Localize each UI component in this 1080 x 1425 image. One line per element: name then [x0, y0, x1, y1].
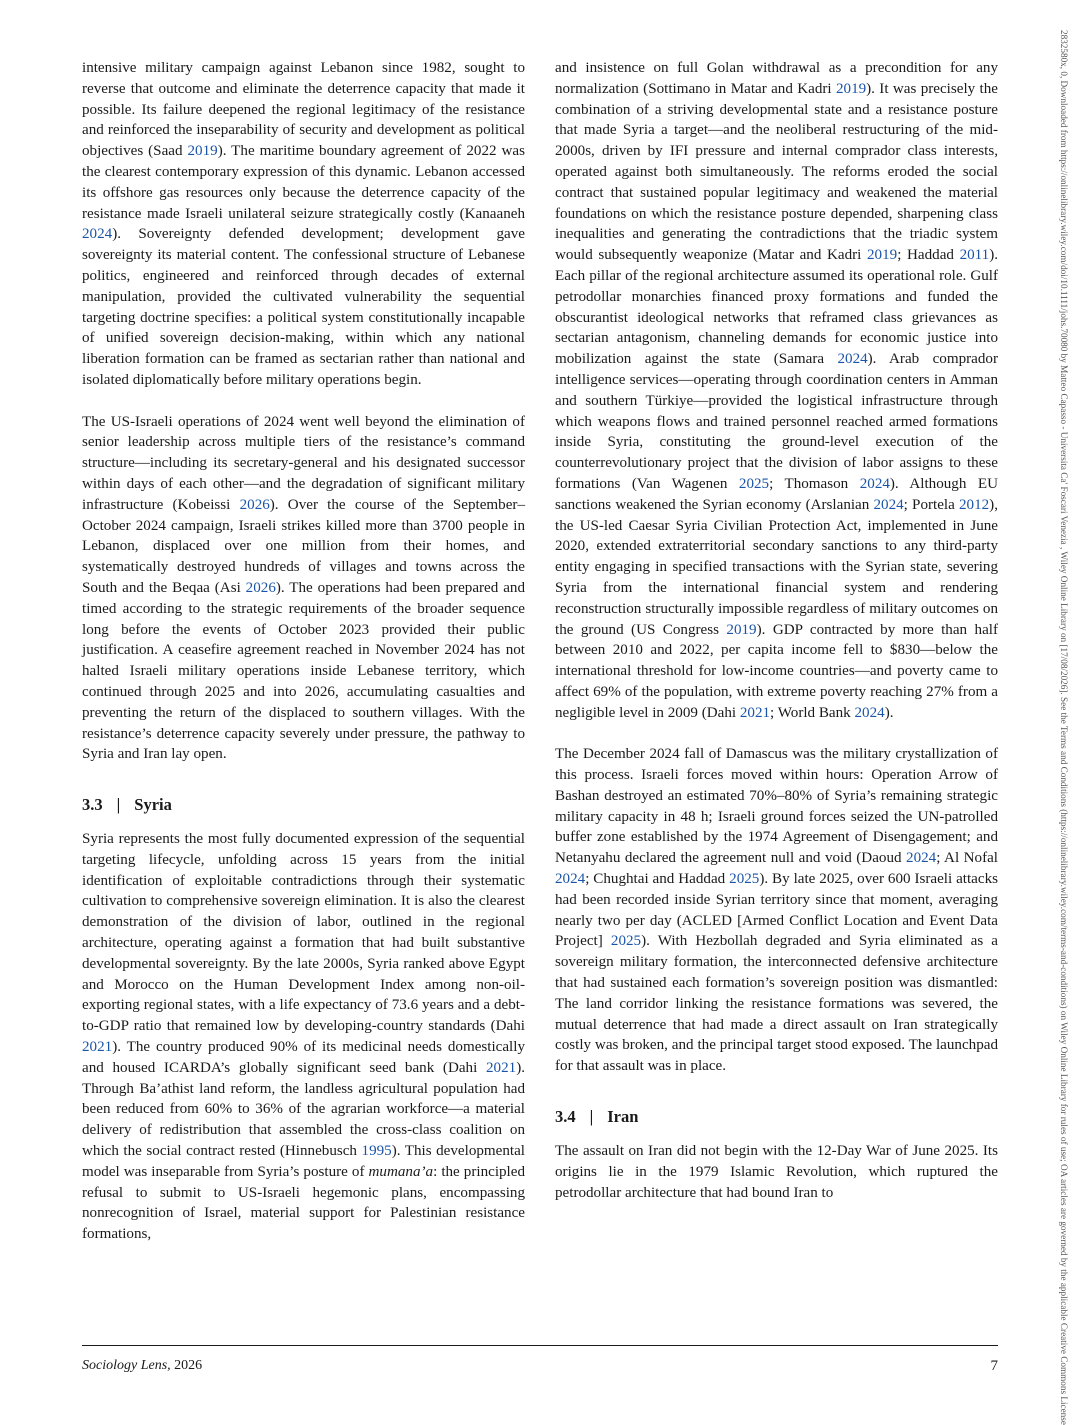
footer-journal: [82, 1358, 202, 1374]
citation-link[interactable]: 2021: [486, 1059, 517, 1076]
journal-name: Sociology Lens,: [82, 1358, 171, 1373]
paragraph: and insistence on full Golan withdrawal as a precondition for any normalization (Sottimano in Matar and Kadri 2019). It was precisely the combination of a striving developmental state and a resistance posture that made Syria a target—and the neoliberal restructuring of the mid-2000s, driven by IFI pressure and internal comprador class interests, operated against both simultaneously. The reforms eroded the social contract that sustained popular legitimacy and weakened the material foundations on which the resistance posture depended, sharpening class inequalities and generating the contradictions that the triadic system would subsequently weaponize (Matar and Kadri 2019; Haddad 2011). Each pillar of the regional architecture assumed its operational role. Gulf petrodollar monarchies financed proxy formations and funded the obscurantist ideological networks that reframed class grievances as sectarian antagonism, channeling demands for economic justice into mobilization against the state (Samara 2024). Arab comprador intelligence services—operating through coordination centers in Amman and southern Türkiye—provided the logistical infrastructure through which weapons flows and trained personnel reached armed formations inside Syria, constituting the ground-level execution of the counterrevolutionary project that the division of labor assigns to these formations (Van Wagenen 2025; Thomason 2024). Although EU sanctions weakened the Syrian economy (Arslanian 2024; Portela 2012), the US-led Caesar Syria Civilian Protection Act, implemented in June 2020, extended extraterritorial secondary sanctions to any third-party entity engaging in specified transactions with the Syrian state, severing Syria from the international financial system and rendering reconstruction structurally impossible regardless of military outcomes on the ground (US Congress 2019). GDP contracted by more than half between 2010 and 2022, per capita income fell to $830—below the international threshold for low-income countries—and poverty came to affect 69% of the population, with extreme poverty reaching 27% from a negligible level in 2009 (Dahi 2021; World Bank 2024).: [555, 60, 999, 721]
citation-link[interactable]: 2019: [835, 80, 867, 97]
citation-link[interactable]: 2025: [729, 871, 760, 888]
citation-link[interactable]: 2024: [859, 475, 890, 492]
paragraph: Syria represents the most fully documented expression of the sequential targeting lifecycle, unfolding across 15 years from the initial identification of exploitable contradictions through their systematic cultivation to comprehensive sovereign elimination. It is also the clearest demonstration of the division of labor, outlined in the regional architecture, operating against a formation that had built substantive developmental sovereignty. By the late 2000s, Syria ranked above Egypt and Morocco on the Human Development Index among non-oil-exporting regional states, with a life expectancy of 73.6 years and a debt-to-GDP ratio that remained low by developing-country standards (Dahi 2021). The country produced 90% of its medicinal needs domestically and housed ICARDA’s globally significant seed bank (Dahi 2021). Through Ba’athist land reform, the landless agricultural population had been reduced from 60% to 36% of the agrarian workforce—a material delivery of redistribution that assembled the cross-class coalition on which the social contract rested (Hinnebusch 1995). This developmental model was inseparable from Syria’s posture of mumana’a: the principled refusal to submit to US-Israeli hegemonic plans, encompassing nonrecognition of Israel, material support for Palestinian resistance formations,: [82, 831, 525, 1243]
download-side-note: 2832580x, 0, Downloaded from https://onlinelibrary.wiley.com/doi/10.1111/johs.70080 by Matteo Capasso - Universita Ca' Foscari Venezia , Wiley Online Library on [17/08/2026]. See the Terms and Conditions (https://onlinelibrary.wiley.com/terms-and-conditions) on Wiley Online Library for rules of use; OA articles are governed by the applicable Creative Commons License: [1059, 30, 1069, 1425]
left-column: [82, 58, 525, 1245]
citation-link[interactable]: 2024: [555, 871, 586, 888]
section-heading-syria: [82, 795, 525, 815]
citation-link[interactable]: 2012: [958, 496, 990, 513]
citation-link[interactable]: 2024: [82, 226, 113, 243]
citation-link[interactable]: 2024: [873, 496, 904, 513]
citation-link[interactable]: 2021: [82, 1039, 113, 1056]
citation-link[interactable]: 2024: [906, 850, 937, 867]
section-number: 3.4: [555, 1107, 576, 1127]
page-number: 7: [990, 1358, 998, 1374]
footer-rule: [82, 1345, 998, 1346]
section-title: Iran: [607, 1107, 639, 1127]
citation-link[interactable]: 2025: [738, 475, 770, 492]
citation-link[interactable]: 2026: [245, 579, 276, 596]
journal-year: 2026: [174, 1358, 203, 1373]
citation-link[interactable]: 2024: [854, 704, 885, 721]
paragraph: The December 2024 fall of Damascus was the military crystallization of this process. Israeli forces moved within hours: Operation Arrow of Bashan destroyed an estimated 70%–80% of Syria’s remaining strategic military capacity in 48 h; Israeli ground forces seized the UN-patrolled buffer zone established by the 1974 Agreement of Disengagement; and Netanyahu declared the agreement null and void (Daoud 2024; Al Nofal 2024; Chughtai and Haddad 2025). By late 2025, over 600 Israeli attacks had been recorded inside Syrian territory since that moment, averaging nearly two per day (ACLED [Armed Conflict Location and Event Data Project] 2025). With Hezbollah degraded and Syria eliminated as a sovereign military formation, the interconnected defensive architecture that had sustained each formation’s sovereign position was dismantled: The land corridor linking the resistance formations was severed, the mutual deterrence that had made a direct assault on Iran strategically costly was broken, and the principal target stood exposed. The launchpad for that assault was in place.: [555, 746, 999, 1075]
section-divider: |: [116, 795, 121, 815]
paragraph: intensive military campaign against Lebanon since 1982, sought to reverse that outcome and eliminate the deterrence capacity that made it possible. Its failure deepened the regional legitimacy of the resistance and reinforced the inseparability of security and development as political objectives (Saad 2019). The maritime boundary agreement of 2022 was the clearest contemporary expression of this dynamic. Lebanon accessed its offshore gas resources only because the deterrence capacity of the resistance made Israeli unilateral seizure strategically costly (Kanaaneh 2024). Sovereignty defended development; development gave sovereignty its material content. The confessional structure of Lebanese politics, engineered and reinforced through decades of external manipulation, provided the cultivated vulnerability the sequential targeting doctrine specifies: a political system constitutionally incapable of unified sovereign decision-making, within which any national liberation formation can be framed as sectarian rather than national and isolated diplomatically before military operations begin.: [82, 60, 525, 388]
citation-link[interactable]: 2026: [239, 496, 270, 513]
citation-link[interactable]: 2021: [739, 704, 771, 721]
right-column: [555, 58, 998, 1203]
citation-link[interactable]: 2019: [867, 247, 898, 264]
section-title: Syria: [134, 795, 172, 815]
citation-link[interactable]: 2011: [959, 247, 990, 264]
citation-link[interactable]: 1995: [361, 1143, 392, 1160]
citation-link[interactable]: 2024: [837, 351, 868, 368]
paragraph: The US-Israeli operations of 2024 went well beyond the elimination of senior leadership across multiple tiers of the resistance’s command structure—including its secretary-general and his designated successor within days of each other—and the degradation of significant military infrastructure (Kobeissi 2026). Over the course of the September–October 2024 campaign, Israeli strikes killed more than 3700 people in Lebanon, displaced over one million from their homes, and systematically destroyed hundreds of villages and towns across the South and the Beqaa (Asi 2026). The operations had been prepared and timed according to the strategic requirements of the broader sequence long before the events of October 2023 provided their public justification. A ceasefire agreement reached in November 2024 has not halted Israeli military operations inside Lebanese territory, which continued through 2025 and into 2026, accumulating casualties and preventing the return of the displaced to southern villages. With the resistance’s deterrence capacity severely under pressure, the pathway to Syria and Iran lay open.: [82, 413, 525, 763]
paragraph: The assault on Iran did not begin with the 12-Day War of June 2025. Its origins lie in the 1979 Islamic Revolution, which ruptured the petrodollar architecture that had bound Iran to: [555, 1143, 998, 1201]
italic-term: mumana’a: [368, 1163, 434, 1180]
section-heading-iran: [555, 1107, 998, 1127]
citation-link[interactable]: 2025: [610, 933, 642, 950]
citation-link[interactable]: 2019: [726, 621, 757, 638]
section-divider: |: [589, 1107, 594, 1127]
citation-link[interactable]: 2019: [187, 143, 218, 160]
section-number: 3.3: [82, 795, 103, 815]
